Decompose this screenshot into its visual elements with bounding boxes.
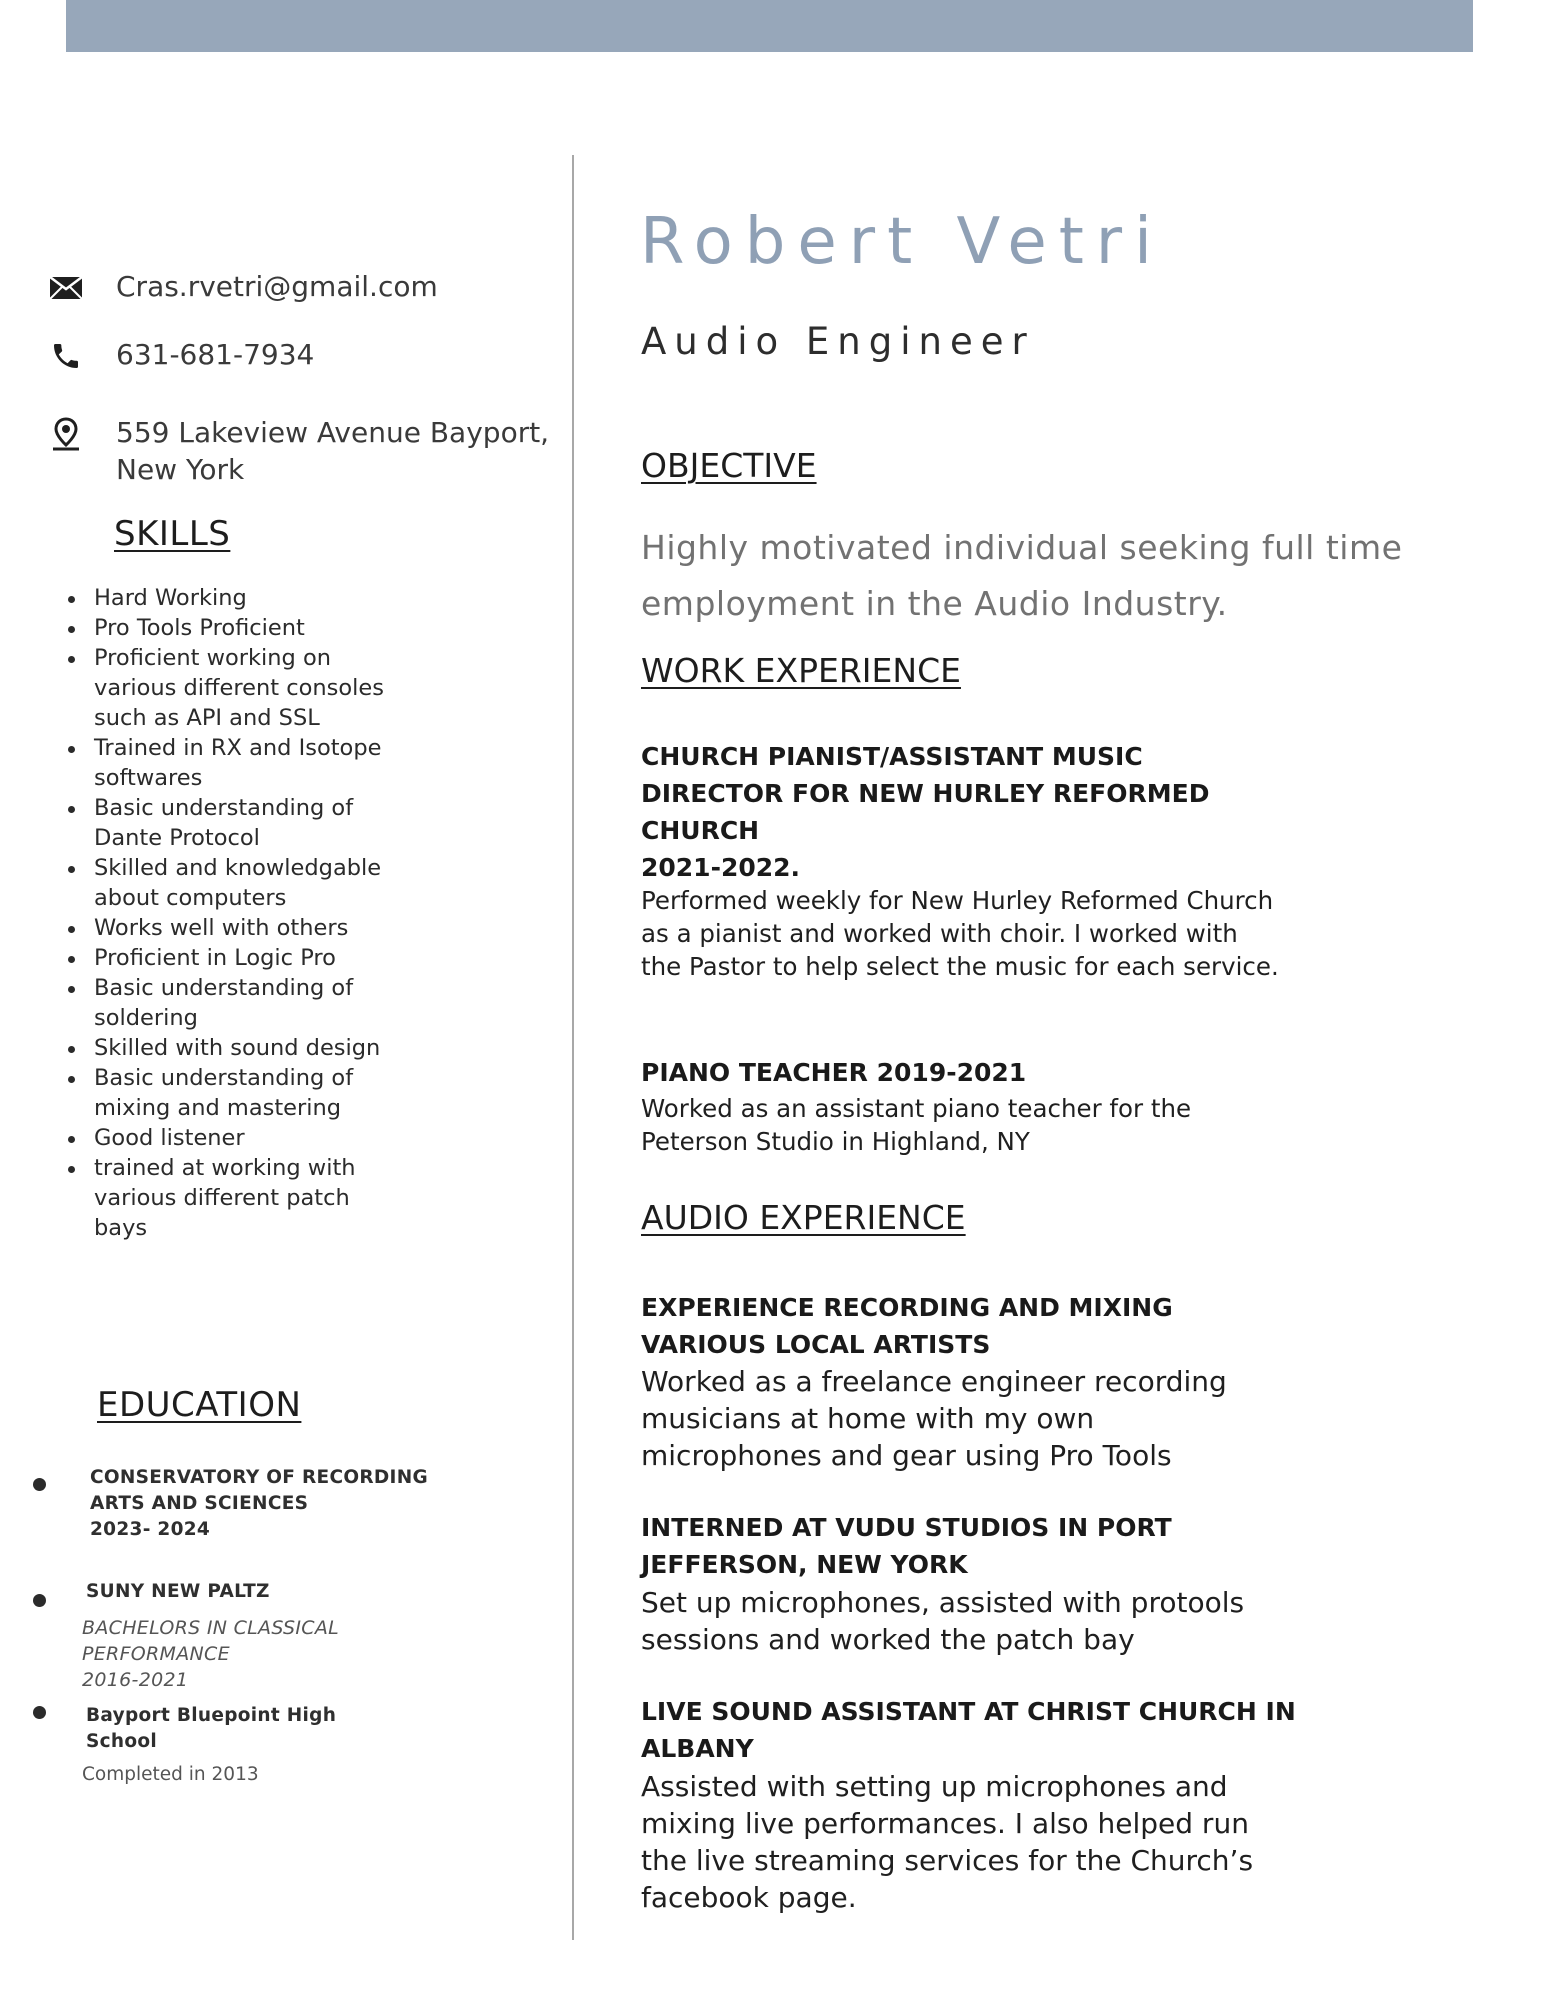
contact-phone-row [48, 336, 315, 374]
email-text: Cras.rvetri@gmail.com [116, 270, 438, 303]
phone-text: 631-681-7934 [116, 338, 315, 371]
job-description: Worked as a freelance engineer recording musicians at home with my own microphones and gear using Pro Tools [641, 1365, 1227, 1472]
skills-list [66, 583, 386, 1243]
job-title: EXPERIENCE RECORDING AND MIXING VARIOUS LOCAL ARTISTS [641, 1293, 1173, 1359]
bullet-icon [33, 1478, 46, 1491]
skill-item: Basic understanding of mixing and mastering [66, 1063, 386, 1123]
job-title: INTERNED AT VUDU STUDIOS IN PORT JEFFERSON, NEW YORK [641, 1513, 1172, 1579]
skill-item: Works well with others [66, 913, 386, 943]
skill-item: Skilled with sound design [66, 1033, 386, 1063]
job-title: LIVE SOUND ASSISTANT AT CHRIST CHURCH IN ALBANY [641, 1697, 1296, 1763]
skill-item: Skilled and knowledgable about computers [66, 853, 386, 913]
column-divider [572, 155, 574, 1940]
address-text: 559 Lakeview Avenue Bayport, New York [116, 416, 550, 486]
skills-heading: SKILLS [114, 514, 231, 554]
envelope-icon [48, 270, 84, 306]
objective-heading: OBJECTIVE [641, 446, 817, 485]
objective-text: Highly motivated individual seeking full time employment in the Audio Industry. [641, 528, 1403, 623]
education-detail: Completed in 2013 [82, 1764, 259, 1785]
job-description: Performed weekly for New Hurley Reformed Church as a pianist and worked with choir. I worked with the Pastor to help select the music for each service. [641, 886, 1279, 981]
skill-item: Pro Tools Proficient [66, 613, 386, 643]
bullet-icon [33, 1706, 46, 1719]
contact-email-row [48, 268, 438, 306]
location-pin-icon [48, 416, 84, 452]
header-bar [66, 0, 1473, 52]
skill-item: Hard Working [66, 583, 386, 613]
job-title: CHURCH PIANIST/ASSISTANT MUSIC DIRECTOR FOR NEW HURLEY REFORMED CHURCH 2021-2022. [641, 742, 1210, 882]
education-school: SUNY NEW PALTZ [86, 1581, 270, 1602]
education-school: Bayport Bluepoint High School [86, 1705, 337, 1752]
job-title: PIANO TEACHER 2019-2021 [641, 1058, 1027, 1087]
candidate-role: Audio Engineer [641, 320, 1035, 363]
bullet-icon [33, 1594, 46, 1607]
work-experience-heading: WORK EXPERIENCE [641, 651, 961, 690]
skill-item: Proficient in Logic Pro [66, 943, 386, 973]
contact-address-row [48, 414, 550, 486]
education-degree: BACHELORS IN CLASSICAL PERFORMANCE 2016-2021 [82, 1617, 340, 1691]
education-school: CONSERVATORY OF RECORDING ARTS AND SCIENCES 2023- 2024 [90, 1467, 428, 1540]
skill-item: Proficient working on various different consoles such as API and SSL [66, 643, 386, 733]
education-heading: EDUCATION [97, 1385, 302, 1425]
skill-item: trained at working with various different patch bays [66, 1153, 386, 1243]
skill-item: Basic understanding of soldering [66, 973, 386, 1033]
skill-item: Good listener [66, 1123, 386, 1153]
job-description: Assisted with setting up microphones and mixing live performances. I also helped run the live streaming services for the Church’s facebook page. [641, 1770, 1254, 1914]
job-description: Set up microphones, assisted with protools sessions and worked the patch bay [641, 1586, 1245, 1656]
audio-experience-heading: AUDIO EXPERIENCE [641, 1198, 966, 1237]
phone-icon [48, 338, 84, 374]
skill-item: Basic understanding of Dante Protocol [66, 793, 386, 853]
candidate-name: Robert Vetri [640, 205, 1164, 279]
skill-item: Trained in RX and Isotope softwares [66, 733, 386, 793]
job-description: Worked as an assistant piano teacher for the Peterson Studio in Highland, NY [641, 1094, 1192, 1156]
